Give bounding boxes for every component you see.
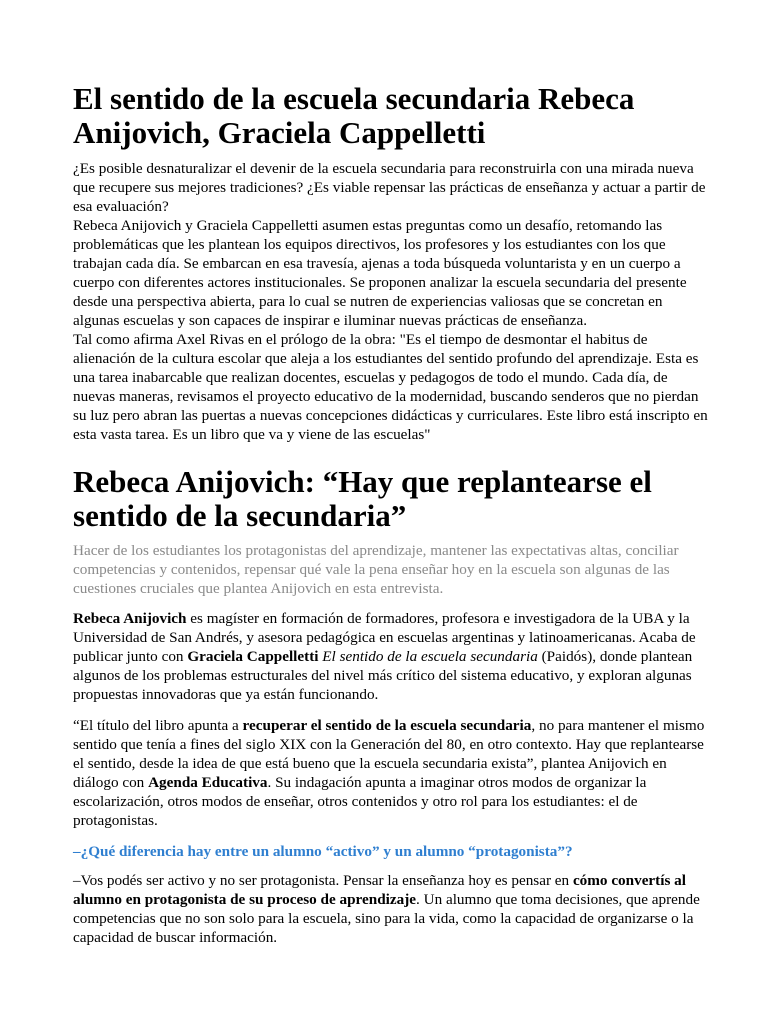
interview-paragraph-bio xyxy=(73,609,708,704)
purpose-bold-1: recuperar el sentido de la escuela secundaria xyxy=(242,717,532,734)
bio-text-1: es magíster en formación de formadores, profesora e investigadora de la UBA y la Universidad de San Andrés, y asesora pedagógica en escuelas argentinas y latinoamericanas. Acaba de publicar junto con xyxy=(73,610,696,665)
article-title: El sentido de la escuela secundaria Rebeca Anijovich, Graciela Cappelletti xyxy=(73,81,635,150)
outlet-name: Agenda Educativa xyxy=(148,774,268,791)
interview-lead: Hacer de los estudiantes los protagonistas del aprendizaje, mantener las expectativas altas, conciliar competencias y contenidos, repensar qué vale la pena enseñar hoy en la escuela son algunas de las cuestiones cruciales que plantea Anijovich en esta entrevista. xyxy=(73,542,679,597)
answer-bold-1: cómo convertís al alumno en protagonista de su proceso de aprendizaje xyxy=(73,872,686,908)
interview-answer-1 xyxy=(73,871,708,947)
intro-paragraph-authors: Rebeca Anijovich y Graciela Cappelletti asumen estas preguntas como un desafío, retomando las problemáticas que les plantean los equipos directivos, los profesores y los estudiantes con los que trabajan cada día. Se embarcan en esa travesía, ajenas a toda búsqueda voluntarista y en un cuerpo a cuerpo con diferentes actores institucionales. Se proponen analizar la escuela secundaria del presente desde una perspectiva abierta, para lo cual se nutren de experiencias valiosas que se concretan en algunas escuelas y son capaces de inspirar e iluminar nuevas prácticas de enseñanza. xyxy=(73,217,687,329)
purpose-text-2: , no para mantener el mismo sentido que tenía a fines del siglo XIX con la Generación del 80, en otro contexto. Hay que replantearse el sentido, desde la idea de que está bueno que la escuela secundaria exista”, plantea Anijovich en diálogo con xyxy=(73,717,705,791)
purpose-text-3: . Su indagación apunta a imaginar otros modos de organizar la escolarización, otros modos de enseñar, otros contenidos y otro rol para los estudiantes: el de protagonistas. xyxy=(73,774,647,829)
author-name-anijovich: Rebeca Anijovich xyxy=(73,610,187,627)
book-title: El sentido de la escuela secundaria xyxy=(322,648,538,665)
intro-paragraph-questions: ¿Es posible desnaturalizar el devenir de la escuela secundaria para reconstruirla con una mirada nueva que recupere sus mejores tradiciones? ¿Es viable repensar las prácticas de enseñanza y actuar a partir de esa evaluación? xyxy=(73,160,706,215)
bio-text-3: (Paidós), donde plantean algunos de los problemas estructurales del nivel más crítico del sistema educativo, y exploran algunas propuestas innovadoras que ya están funcionando. xyxy=(73,648,693,703)
interview-title: Rebeca Anijovich: “Hay que replantearse el sentido de la secundaria” xyxy=(73,464,652,533)
purpose-text-1: “El título del libro apunta a xyxy=(73,717,243,734)
intro-paragraph-prologue-quote: Tal como afirma Axel Rivas en el prólogo de la obra: "Es el tiempo de desmontar el habitus de alienación de la cultura escolar que aleja a los estudiantes del sentido profundo del aprendizaje. Esta es una tarea inabarcable que realizan docentes, escuelas y pedagogos de todo el mundo. Cada día, de nuevas maneras, revisamos el proyecto educativo de la modernidad, buscando senderos que no pierdan su luz pero abran las puertas a nuevas concepciones didácticas y curriculares. Este libro está inscripto en esta vasta tarea. Es un libro que va y viene de las escuelas" xyxy=(73,331,708,443)
author-name-cappelletti: Graciela Cappelletti xyxy=(187,648,319,665)
interview-paragraph-book-purpose xyxy=(73,716,708,830)
answer-text-1: –Vos podés ser activo y no ser protagonista. Pensar la enseñanza hoy es pensar en xyxy=(73,872,573,889)
article-intro xyxy=(73,159,708,444)
answer-text-2: . Un alumno que toma decisiones, que aprende competencias que no son solo para la escuela, sino para la vida, como la capacidad de organizarse o la capacidad de buscar información. xyxy=(73,891,700,946)
interview-question-1: –¿Qué diferencia hay entre un alumno “activo” y un alumno “protagonista”? xyxy=(73,843,573,860)
